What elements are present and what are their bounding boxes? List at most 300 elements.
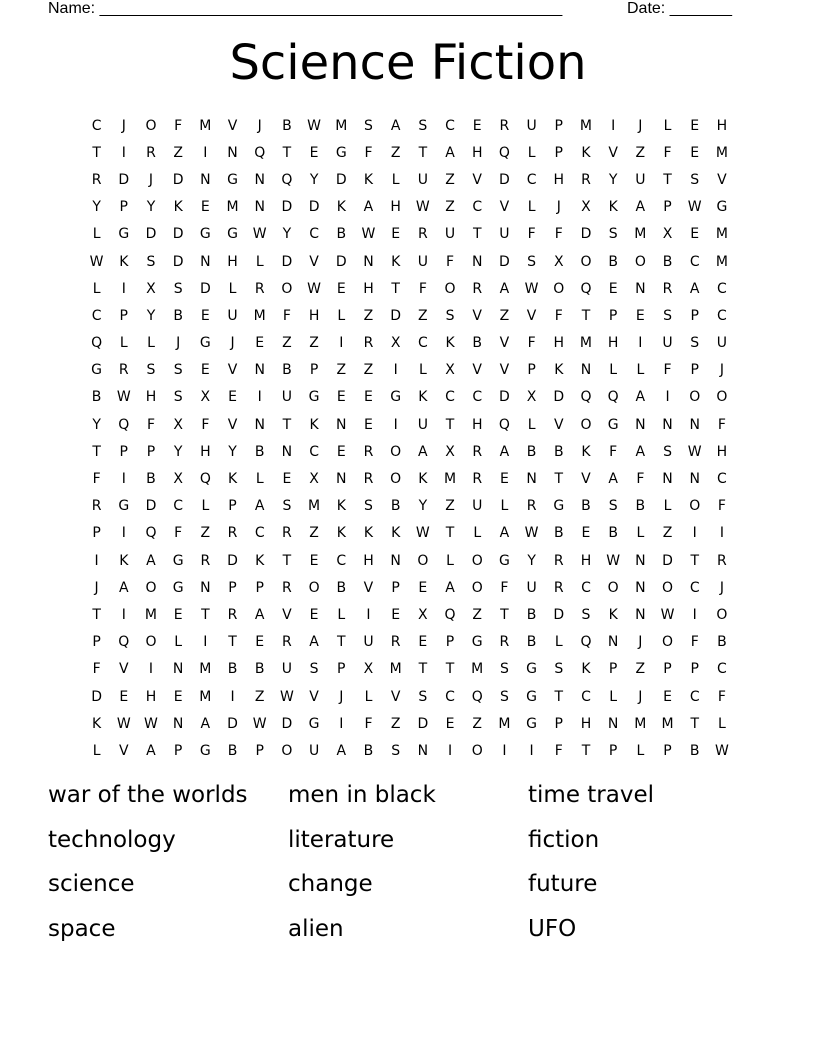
grid-cell[interactable]: L: [337, 606, 346, 623]
grid-cell[interactable]: U: [227, 307, 238, 324]
grid-cell[interactable]: U: [281, 661, 293, 678]
grid-cell[interactable]: G: [172, 579, 184, 596]
grid-cell[interactable]: Z: [363, 362, 374, 379]
grid-cell[interactable]: D: [499, 171, 510, 188]
grid-cell[interactable]: R: [499, 117, 510, 134]
grid-cell[interactable]: F: [636, 471, 645, 488]
grid-cell[interactable]: W: [89, 253, 104, 270]
grid-cell[interactable]: Q: [254, 144, 266, 161]
grid-cell[interactable]: G: [553, 498, 565, 515]
grid-cell[interactable]: L: [228, 280, 237, 297]
grid-cell[interactable]: P: [119, 199, 128, 216]
grid-cell[interactable]: P: [663, 199, 672, 216]
grid-cell[interactable]: T: [500, 606, 509, 623]
grid-cell[interactable]: L: [636, 525, 645, 542]
grid-cell[interactable]: M: [144, 606, 158, 623]
grid-cell[interactable]: L: [418, 362, 427, 379]
grid-cell[interactable]: W: [116, 715, 131, 732]
grid-cell[interactable]: Z: [200, 525, 211, 542]
grid-cell[interactable]: E: [336, 443, 346, 460]
grid-cell[interactable]: L: [92, 226, 101, 243]
grid-cell[interactable]: L: [364, 688, 373, 705]
grid-cell[interactable]: W: [687, 443, 702, 460]
grid-cell[interactable]: B: [526, 634, 537, 651]
grid-cell[interactable]: R: [200, 552, 211, 569]
grid-cell[interactable]: O: [417, 552, 429, 569]
grid-cell[interactable]: K: [227, 471, 238, 488]
grid-cell[interactable]: E: [200, 307, 210, 324]
grid-cell[interactable]: W: [252, 226, 267, 243]
grid-cell[interactable]: F: [663, 362, 672, 379]
grid-cell[interactable]: Y: [309, 171, 319, 188]
grid-cell[interactable]: Q: [580, 389, 592, 406]
grid-cell[interactable]: W: [524, 280, 539, 297]
grid-cell[interactable]: W: [307, 117, 322, 134]
grid-cell[interactable]: P: [92, 525, 101, 542]
grid-cell[interactable]: H: [390, 199, 401, 216]
grid-cell[interactable]: K: [581, 661, 591, 678]
grid-cell[interactable]: L: [663, 498, 672, 515]
grid-cell[interactable]: V: [499, 362, 510, 379]
grid-cell[interactable]: J: [257, 117, 262, 134]
grid-cell[interactable]: A: [146, 552, 156, 569]
grid-cell[interactable]: D: [553, 389, 565, 406]
grid-cell[interactable]: D: [172, 226, 184, 243]
grid-cell[interactable]: G: [335, 144, 347, 161]
grid-cell[interactable]: V: [118, 742, 129, 759]
grid-cell[interactable]: E: [309, 606, 319, 623]
grid-cell[interactable]: G: [308, 715, 320, 732]
name-field[interactable]: Name: ____________________________________________________: [48, 0, 563, 17]
grid-cell[interactable]: E: [418, 579, 428, 596]
grid-cell[interactable]: N: [689, 471, 700, 488]
grid-cell[interactable]: A: [499, 443, 510, 460]
grid-cell[interactable]: V: [472, 307, 482, 324]
grid-cell[interactable]: O: [145, 579, 157, 596]
grid-cell[interactable]: M: [199, 688, 212, 705]
grid-cell[interactable]: W: [279, 688, 294, 705]
grid-cell[interactable]: D: [145, 498, 157, 515]
grid-cell[interactable]: E: [200, 199, 210, 216]
grid-cell[interactable]: E: [690, 144, 700, 161]
grid-cell[interactable]: D: [281, 199, 293, 216]
grid-cell[interactable]: A: [635, 443, 646, 460]
grid-cell[interactable]: O: [390, 471, 402, 488]
grid-cell[interactable]: G: [199, 335, 211, 352]
grid-cell[interactable]: E: [364, 416, 373, 433]
grid-cell[interactable]: U: [499, 226, 510, 243]
grid-cell[interactable]: R: [717, 552, 727, 569]
grid-cell[interactable]: B: [581, 498, 591, 515]
grid-cell[interactable]: S: [663, 443, 672, 460]
grid-cell[interactable]: O: [689, 389, 701, 406]
grid-cell[interactable]: L: [473, 525, 482, 542]
grid-cell[interactable]: X: [173, 416, 183, 433]
grid-cell[interactable]: W: [361, 226, 376, 243]
grid-cell[interactable]: U: [281, 389, 293, 406]
grid-cell[interactable]: S: [499, 688, 509, 705]
grid-cell[interactable]: T: [690, 552, 699, 569]
grid-cell[interactable]: I: [121, 471, 126, 488]
grid-cell[interactable]: Q: [145, 525, 157, 542]
grid-cell[interactable]: V: [227, 362, 238, 379]
grid-cell[interactable]: R: [363, 443, 374, 460]
grid-cell[interactable]: Z: [499, 307, 510, 324]
grid-cell[interactable]: D: [145, 226, 157, 243]
grid-cell[interactable]: L: [92, 280, 101, 297]
grid-cell[interactable]: G: [91, 362, 103, 379]
grid-cell[interactable]: G: [607, 416, 619, 433]
grid-cell[interactable]: B: [635, 498, 646, 515]
grid-cell[interactable]: Z: [445, 199, 455, 216]
grid-cell[interactable]: Q: [444, 606, 456, 623]
grid-cell[interactable]: C: [689, 253, 700, 270]
grid-cell[interactable]: I: [230, 688, 235, 705]
grid-cell[interactable]: E: [119, 688, 129, 705]
grid-cell[interactable]: F: [554, 226, 563, 243]
grid-cell[interactable]: V: [553, 416, 564, 433]
grid-cell[interactable]: B: [173, 307, 183, 324]
grid-cell[interactable]: Q: [607, 389, 619, 406]
grid-cell[interactable]: B: [553, 443, 564, 460]
grid-cell[interactable]: M: [226, 199, 239, 216]
grid-cell[interactable]: F: [92, 471, 101, 488]
grid-cell[interactable]: O: [390, 443, 402, 460]
grid-cell[interactable]: I: [339, 335, 344, 352]
grid-cell[interactable]: W: [714, 742, 729, 759]
grid-cell[interactable]: N: [607, 634, 619, 651]
grid-cell[interactable]: T: [418, 144, 428, 161]
grid-cell[interactable]: B: [336, 579, 347, 596]
grid-cell[interactable]: Y: [92, 416, 101, 433]
grid-cell[interactable]: B: [526, 606, 537, 623]
grid-cell[interactable]: Z: [363, 307, 374, 324]
grid-cell[interactable]: Y: [146, 307, 156, 324]
grid-cell[interactable]: U: [526, 117, 537, 134]
grid-cell[interactable]: E: [445, 715, 455, 732]
grid-cell[interactable]: I: [692, 606, 697, 623]
grid-cell[interactable]: F: [446, 253, 455, 270]
grid-cell[interactable]: T: [282, 144, 292, 161]
grid-cell[interactable]: F: [174, 525, 183, 542]
grid-cell[interactable]: Q: [118, 634, 130, 651]
grid-cell[interactable]: O: [580, 416, 592, 433]
grid-cell[interactable]: P: [554, 715, 563, 732]
grid-cell[interactable]: S: [146, 362, 156, 379]
grid-cell[interactable]: K: [336, 498, 346, 515]
grid-cell[interactable]: U: [526, 579, 537, 596]
grid-cell[interactable]: D: [227, 552, 238, 569]
grid-cell[interactable]: R: [254, 280, 265, 297]
grid-cell[interactable]: P: [608, 307, 618, 324]
grid-cell[interactable]: B: [227, 742, 238, 759]
grid-cell[interactable]: N: [526, 471, 537, 488]
grid-cell[interactable]: X: [200, 389, 211, 406]
grid-cell[interactable]: Y: [418, 498, 428, 515]
grid-cell[interactable]: R: [363, 335, 374, 352]
grid-cell[interactable]: G: [526, 688, 538, 705]
grid-cell[interactable]: N: [635, 606, 646, 623]
grid-cell[interactable]: J: [148, 171, 154, 188]
grid-cell[interactable]: N: [281, 443, 293, 460]
grid-cell[interactable]: O: [716, 606, 728, 623]
grid-cell[interactable]: J: [176, 335, 181, 352]
grid-cell[interactable]: N: [471, 253, 483, 270]
grid-cell[interactable]: H: [363, 280, 374, 297]
grid-cell[interactable]: P: [228, 498, 237, 515]
grid-cell[interactable]: C: [336, 552, 347, 569]
grid-cell[interactable]: P: [663, 661, 672, 678]
grid-cell[interactable]: V: [118, 661, 129, 678]
grid-cell[interactable]: X: [309, 471, 319, 488]
grid-cell[interactable]: N: [662, 471, 673, 488]
grid-cell[interactable]: S: [663, 307, 672, 324]
grid-cell[interactable]: R: [282, 525, 292, 542]
grid-cell[interactable]: Y: [282, 226, 292, 243]
grid-cell[interactable]: X: [445, 443, 455, 460]
grid-cell[interactable]: E: [282, 471, 292, 488]
grid-cell[interactable]: L: [201, 498, 210, 515]
grid-cell[interactable]: L: [119, 335, 128, 352]
grid-cell[interactable]: L: [527, 416, 536, 433]
grid-cell[interactable]: T: [445, 525, 455, 542]
grid-cell[interactable]: X: [363, 661, 374, 678]
grid-cell[interactable]: R: [553, 552, 564, 569]
grid-cell[interactable]: H: [607, 335, 619, 352]
grid-cell[interactable]: S: [282, 498, 292, 515]
grid-cell[interactable]: X: [418, 606, 428, 623]
grid-cell[interactable]: X: [526, 389, 537, 406]
grid-cell[interactable]: A: [635, 389, 646, 406]
grid-cell[interactable]: L: [255, 471, 264, 488]
grid-cell[interactable]: Q: [580, 634, 592, 651]
grid-cell[interactable]: D: [281, 253, 293, 270]
grid-cell[interactable]: I: [611, 117, 616, 134]
grid-cell[interactable]: O: [308, 579, 320, 596]
grid-cell[interactable]: B: [227, 661, 238, 678]
grid-cell[interactable]: M: [253, 307, 266, 324]
grid-cell[interactable]: U: [472, 498, 483, 515]
grid-cell[interactable]: V: [227, 416, 238, 433]
grid-cell[interactable]: A: [200, 715, 211, 732]
grid-cell[interactable]: F: [364, 144, 373, 161]
grid-cell[interactable]: E: [472, 117, 482, 134]
grid-cell[interactable]: E: [608, 280, 618, 297]
grid-cell[interactable]: E: [391, 606, 401, 623]
grid-cell[interactable]: A: [445, 579, 455, 596]
grid-cell[interactable]: W: [660, 606, 675, 623]
grid-cell[interactable]: A: [363, 199, 374, 216]
grid-cell[interactable]: P: [690, 307, 699, 324]
grid-cell[interactable]: O: [716, 389, 728, 406]
grid-cell[interactable]: N: [336, 471, 347, 488]
grid-cell[interactable]: S: [364, 498, 373, 515]
grid-cell[interactable]: N: [254, 171, 265, 188]
grid-cell[interactable]: A: [390, 117, 401, 134]
grid-cell[interactable]: G: [118, 498, 130, 515]
grid-cell[interactable]: C: [417, 335, 428, 352]
grid-cell[interactable]: U: [308, 742, 320, 759]
grid-cell[interactable]: D: [91, 688, 102, 705]
grid-cell[interactable]: M: [634, 226, 647, 243]
grid-cell[interactable]: D: [390, 307, 402, 324]
grid-cell[interactable]: O: [444, 280, 456, 297]
grid-cell[interactable]: Z: [309, 335, 319, 352]
grid-cell[interactable]: G: [471, 634, 483, 651]
grid-cell[interactable]: F: [500, 579, 509, 596]
grid-cell[interactable]: V: [499, 199, 510, 216]
grid-cell[interactable]: C: [689, 579, 700, 596]
grid-cell[interactable]: L: [527, 144, 536, 161]
grid-cell[interactable]: H: [471, 144, 483, 161]
grid-cell[interactable]: C: [717, 661, 727, 678]
grid-cell[interactable]: Y: [146, 199, 156, 216]
grid-cell[interactable]: O: [553, 280, 565, 297]
grid-cell[interactable]: Z: [635, 144, 646, 161]
grid-cell[interactable]: K: [92, 715, 102, 732]
grid-cell[interactable]: L: [147, 335, 155, 352]
grid-cell[interactable]: K: [581, 443, 591, 460]
grid-cell[interactable]: T: [663, 171, 672, 188]
grid-cell[interactable]: X: [581, 199, 591, 216]
grid-cell[interactable]: F: [92, 661, 101, 678]
grid-cell[interactable]: I: [393, 362, 398, 379]
grid-cell[interactable]: E: [228, 389, 237, 406]
grid-cell[interactable]: G: [390, 389, 402, 406]
grid-cell[interactable]: F: [717, 416, 726, 433]
grid-cell[interactable]: N: [200, 171, 211, 188]
grid-cell[interactable]: Z: [254, 688, 265, 705]
grid-cell[interactable]: A: [254, 498, 265, 515]
grid-cell[interactable]: N: [200, 579, 211, 596]
grid-cell[interactable]: H: [580, 715, 592, 732]
grid-cell[interactable]: N: [662, 416, 673, 433]
grid-cell[interactable]: L: [609, 362, 618, 379]
grid-cell[interactable]: Q: [471, 688, 483, 705]
grid-cell[interactable]: W: [252, 715, 267, 732]
grid-cell[interactable]: R: [390, 634, 401, 651]
grid-cell[interactable]: B: [662, 253, 673, 270]
grid-cell[interactable]: C: [526, 171, 537, 188]
grid-cell[interactable]: P: [92, 634, 101, 651]
grid-cell[interactable]: I: [665, 389, 670, 406]
grid-cell[interactable]: I: [203, 634, 208, 651]
grid-cell[interactable]: O: [607, 579, 619, 596]
grid-cell[interactable]: Y: [173, 443, 183, 460]
grid-cell[interactable]: O: [471, 552, 483, 569]
grid-cell[interactable]: S: [608, 498, 618, 515]
grid-cell[interactable]: X: [445, 362, 455, 379]
grid-cell[interactable]: Q: [498, 144, 510, 161]
grid-cell[interactable]: R: [472, 471, 483, 488]
grid-cell[interactable]: I: [447, 742, 453, 759]
grid-cell[interactable]: P: [527, 362, 536, 379]
grid-cell[interactable]: X: [662, 226, 673, 243]
grid-cell[interactable]: S: [173, 389, 183, 406]
grid-cell[interactable]: D: [172, 253, 184, 270]
grid-cell[interactable]: L: [527, 199, 536, 216]
grid-cell[interactable]: B: [254, 661, 265, 678]
grid-cell[interactable]: V: [526, 307, 537, 324]
grid-cell[interactable]: I: [393, 416, 398, 433]
grid-cell[interactable]: P: [255, 742, 264, 759]
grid-cell[interactable]: O: [281, 280, 293, 297]
grid-cell[interactable]: F: [717, 688, 726, 705]
grid-cell[interactable]: H: [471, 416, 483, 433]
grid-cell[interactable]: V: [499, 335, 510, 352]
grid-cell[interactable]: F: [364, 715, 373, 732]
grid-cell[interactable]: B: [282, 362, 292, 379]
grid-cell[interactable]: J: [638, 117, 643, 134]
grid-cell[interactable]: N: [607, 715, 619, 732]
grid-cell[interactable]: N: [689, 416, 700, 433]
grid-cell[interactable]: B: [390, 498, 401, 515]
grid-cell[interactable]: Z: [282, 335, 292, 352]
grid-cell[interactable]: R: [472, 280, 483, 297]
grid-cell[interactable]: P: [608, 661, 618, 678]
grid-cell[interactable]: K: [173, 199, 183, 216]
grid-cell[interactable]: J: [638, 634, 643, 651]
grid-cell[interactable]: R: [282, 579, 292, 596]
grid-cell[interactable]: K: [363, 525, 374, 542]
grid-cell[interactable]: Q: [199, 471, 211, 488]
grid-cell[interactable]: H: [145, 688, 157, 705]
grid-cell[interactable]: V: [363, 579, 374, 596]
grid-cell[interactable]: O: [662, 579, 674, 596]
grid-cell[interactable]: V: [282, 606, 292, 623]
grid-cell[interactable]: N: [172, 661, 184, 678]
grid-cell[interactable]: W: [524, 525, 539, 542]
grid-cell[interactable]: Q: [281, 171, 293, 188]
grid-cell[interactable]: A: [146, 742, 156, 759]
grid-cell[interactable]: A: [336, 742, 347, 759]
grid-cell[interactable]: E: [173, 606, 183, 623]
grid-cell[interactable]: R: [91, 171, 102, 188]
grid-cell[interactable]: M: [389, 661, 402, 678]
grid-cell[interactable]: S: [364, 117, 373, 134]
grid-cell[interactable]: Z: [390, 715, 401, 732]
grid-cell[interactable]: L: [255, 253, 264, 270]
grid-cell[interactable]: R: [227, 525, 238, 542]
grid-cell[interactable]: B: [282, 117, 292, 134]
grid-cell[interactable]: Y: [92, 199, 101, 216]
grid-cell[interactable]: V: [717, 171, 727, 188]
grid-cell[interactable]: I: [121, 525, 126, 542]
grid-cell[interactable]: R: [553, 579, 564, 596]
grid-cell[interactable]: B: [689, 742, 700, 759]
grid-cell[interactable]: L: [718, 715, 726, 732]
grid-cell[interactable]: P: [391, 579, 400, 596]
grid-cell[interactable]: Q: [498, 416, 510, 433]
grid-cell[interactable]: A: [445, 144, 455, 161]
grid-cell[interactable]: T: [418, 661, 428, 678]
grid-cell[interactable]: B: [91, 389, 102, 406]
grid-cell[interactable]: A: [499, 280, 510, 297]
grid-cell[interactable]: G: [526, 661, 538, 678]
grid-cell[interactable]: G: [199, 226, 211, 243]
grid-cell[interactable]: L: [636, 742, 645, 759]
grid-cell[interactable]: C: [445, 688, 455, 705]
grid-cell[interactable]: B: [553, 525, 564, 542]
grid-cell[interactable]: D: [118, 171, 130, 188]
grid-cell[interactable]: O: [471, 742, 483, 759]
grid-cell[interactable]: P: [445, 634, 455, 651]
grid-cell[interactable]: T: [92, 443, 101, 460]
grid-cell[interactable]: C: [91, 307, 102, 324]
grid-cell[interactable]: T: [554, 471, 564, 488]
grid-cell[interactable]: T: [445, 661, 455, 678]
grid-cell[interactable]: A: [499, 525, 510, 542]
